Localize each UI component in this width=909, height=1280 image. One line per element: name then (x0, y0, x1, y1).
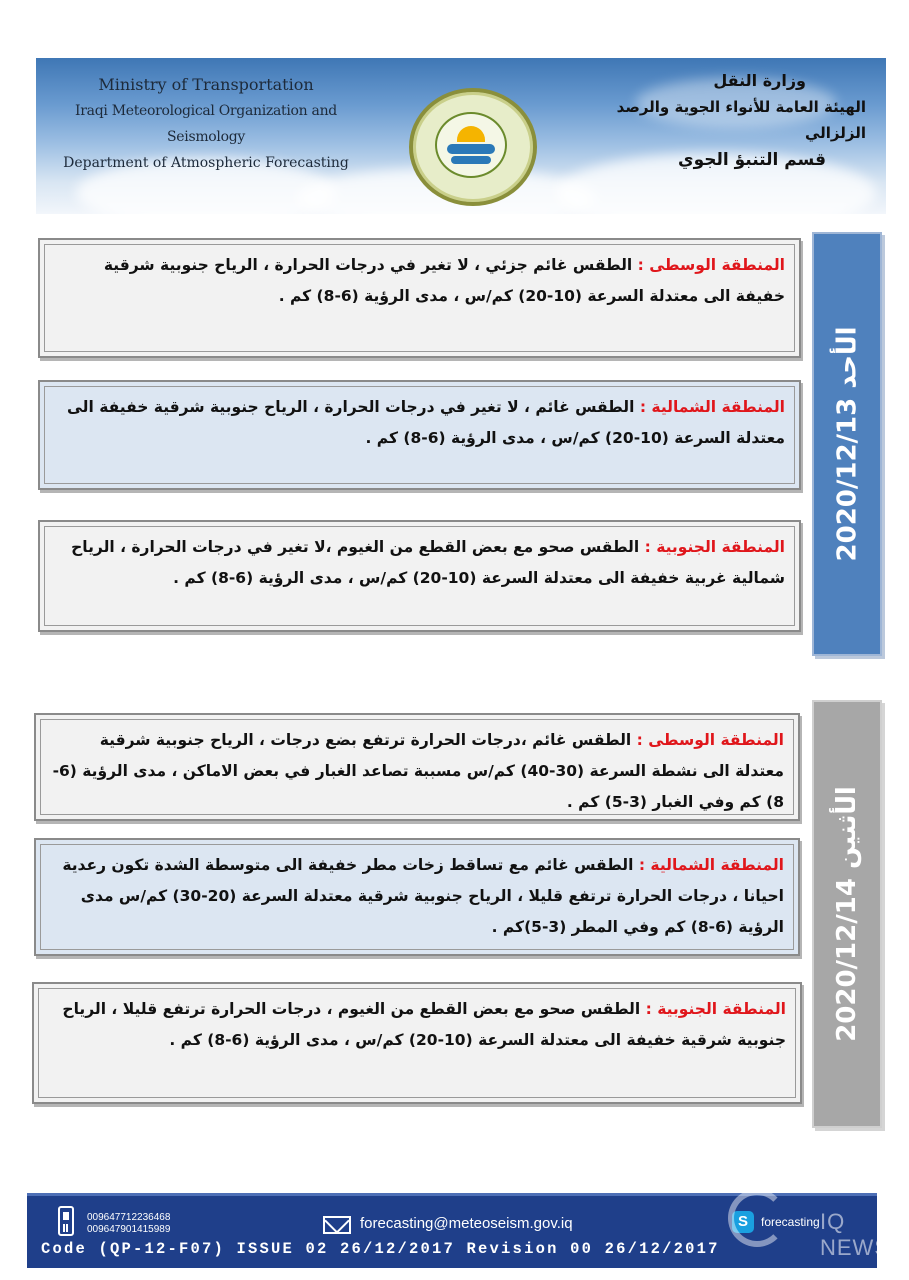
arabic-header (586, 68, 866, 174)
department-name-en: Department of Atmospheric Forecasting (63, 155, 349, 171)
logo-emblem-icon (409, 88, 537, 206)
day-label-monday (812, 700, 882, 1128)
footer-bar (27, 1193, 877, 1268)
ministry-name-ar: وزارة النقل (713, 71, 806, 90)
phone-number-2: 009647901415989 (87, 1224, 171, 1235)
forecast-box-day1-south (38, 520, 801, 632)
document-code: Code (QP-12-F07) ISSUE 02 26/12/2017 Revision 00 26/12/2017 (41, 1240, 720, 1258)
forecast-box-day2-central (34, 713, 800, 821)
forecast-text: الطقس غائم جزئي ، لا تغير في درجات الحرارة ، الرياح جنوبية شرقية خفيفة الى معتدلة السرعة (10-20) كم/س ، مدى الرؤية (6-8) كم . (103, 256, 785, 305)
skype-name[interactable]: forecasting (761, 1215, 820, 1229)
email-address[interactable]: forecasting@meteoseism.gov.iq (360, 1215, 573, 1232)
ministry-name-en: Ministry of Transportation (98, 75, 314, 94)
forecast-text: الطقس صحو مع بعض القطع من الغيوم ،لا تغير في درجات الحرارة ، الرياح شمالية غربية خفيفة الى معتدلة السرعة (10-20) كم/س ، مدى الرؤية (6-8) كم . (71, 538, 785, 587)
english-header (56, 72, 356, 176)
department-name-ar: قسم التنبؤ الجوي (678, 150, 826, 170)
watermark-text: IQ NEWS (820, 1209, 890, 1260)
mail-icon (323, 1216, 351, 1234)
forecast-text: الطقس غائم ، لا تغير في درجات الحرارة ، الرياح جنوبية شرقية خفيفة الى معتدلة السرعة (10-20) كم/س ، مدى الرؤية (6-8) كم . (66, 398, 785, 447)
organization-name-en: Iraqi Meteorological Organization and Seismology (75, 103, 337, 145)
forecast-text: الطقس صحو مع بعض القطع من الغيوم ، درجات الحرارة ترتفع قليلا ، الرياح جنوبية شرقية خفيفة الى معتدلة السرعة (10-20) كم/س ، مدى الرؤية (6-8) كم . (62, 1000, 786, 1049)
skype-icon: S (732, 1211, 754, 1233)
forecast-box-day2-south (32, 982, 802, 1104)
phone-icon (58, 1206, 74, 1236)
region-title: المنطقة الشمالية : (639, 398, 785, 416)
region-title: المنطقة الوسطى : (636, 731, 784, 749)
phone-number-1: 009647712236468 (87, 1212, 171, 1223)
forecast-box-day1-central (38, 238, 801, 358)
organization-name-ar: الهيئة العامة للأنواء الجوية والرصد الزلزالي (616, 98, 866, 142)
day-date-label: الأحد 2020/12/13 (832, 326, 862, 562)
day-label-sunday (812, 232, 882, 656)
forecast-text: الطقس غائم ،درجات الحرارة ترتفع بضع درجات ، الرياح جنوبية شرقية معتدلة الى نشطة السرعة (30-40) كم/س مسببة تصاعد الغبار في بعض الاماكن ، مدى الرؤية (6-8) كم وفي الغبار (3-5) كم . (52, 731, 784, 811)
forecast-text: الطقس غائم مع تساقط زخات مطر خفيفة الى متوسطة الشدة تكون رعدية احيانا ، درجات الحرارة ترتفع قليلا ، الرياح جنوبية شرقية معتدلة السرعة (20-30) كم/س مدى الرؤية (6-8) كم وفي المطر (3-5)كم . (62, 856, 784, 936)
forecast-box-day2-north (34, 838, 800, 956)
header-banner (36, 58, 886, 214)
phone-numbers (87, 1212, 170, 1236)
region-title: المنطقة الشمالية : (638, 856, 784, 874)
region-title: المنطقة الجنوبية : (644, 538, 785, 556)
region-title: المنطقة الوسطى : (637, 256, 785, 274)
day-date-label: الأثنين 2020/12/14 (832, 786, 863, 1042)
forecast-box-day1-north (38, 380, 801, 490)
region-title: المنطقة الجنوبية : (645, 1000, 786, 1018)
